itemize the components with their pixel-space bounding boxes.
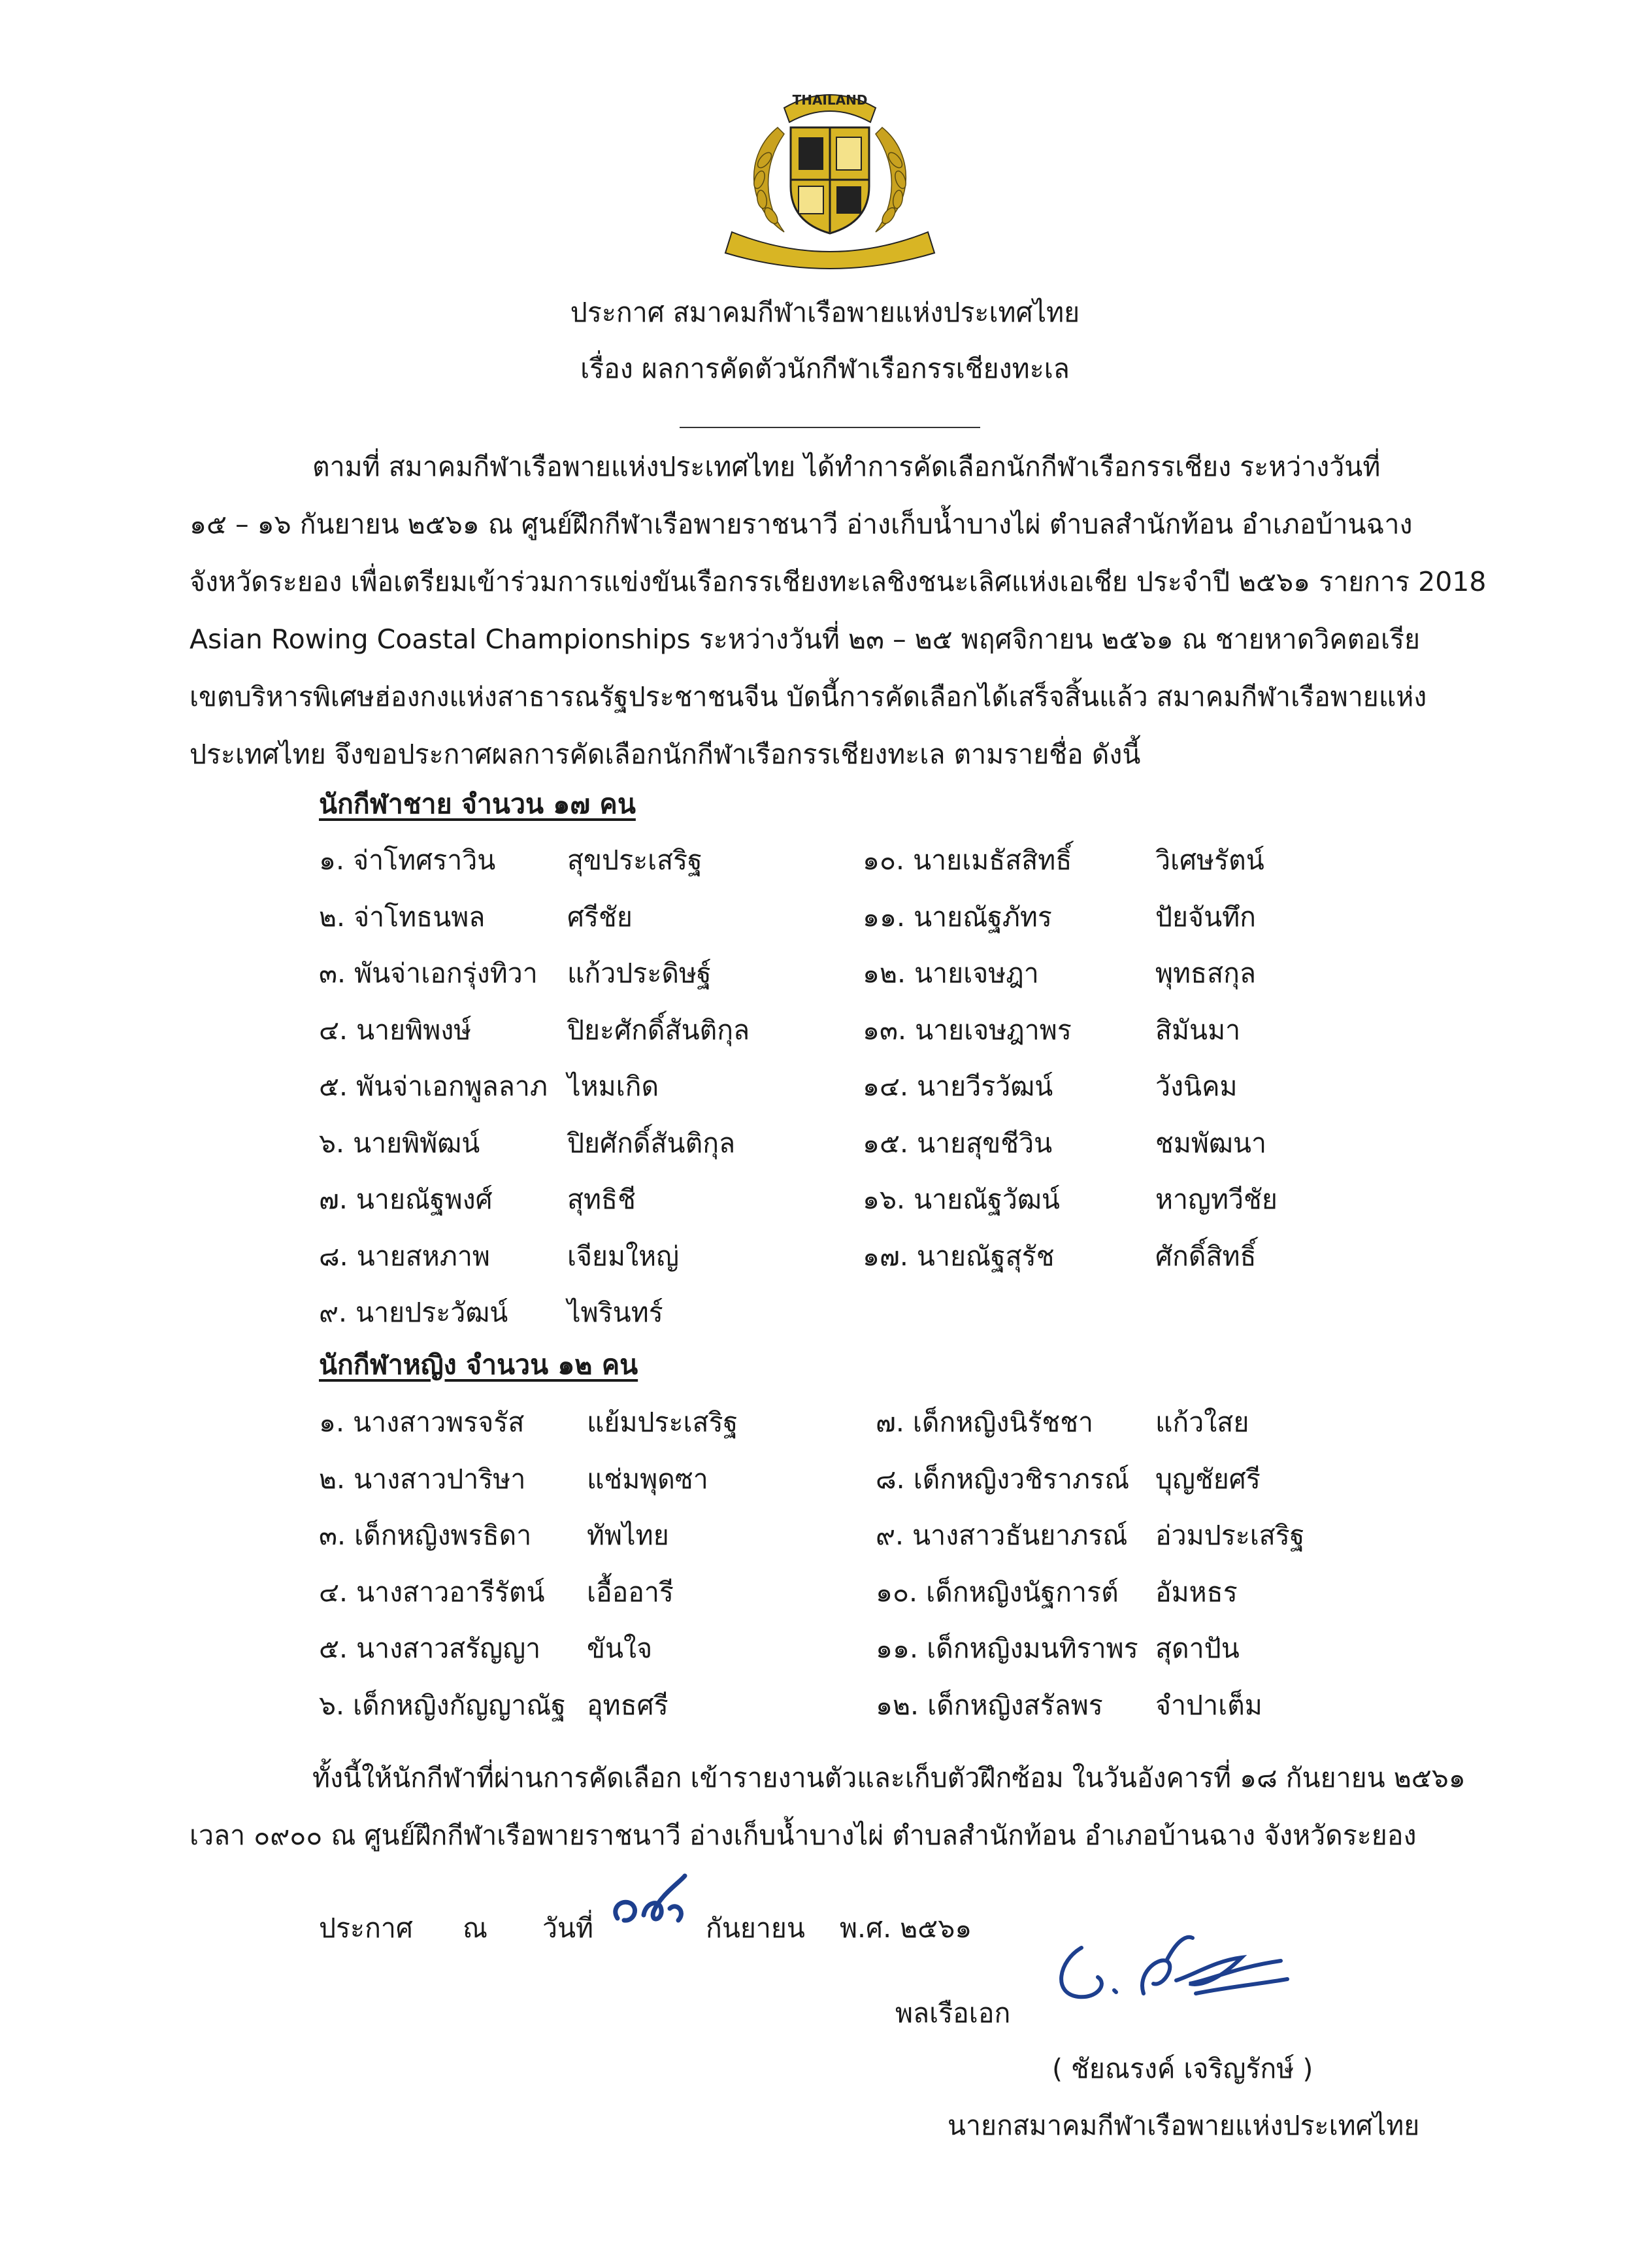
athlete-name: ๙. นายประวัฒน์ [319, 1297, 508, 1328]
athlete-surname: ทัพไทย [587, 1520, 669, 1551]
signature-mark [1046, 1922, 1294, 2020]
para-line: ประเทศไทย จึงขอประกาศผลการคัดเลือกนักกีฬาเรือกรรเชียงทะเล ตามรายชื่อ ดังนี้ [190, 739, 1141, 770]
para-line: จังหวัดระยอง เพื่อเตรียมเข้าร่วมการแข่งขันเรือกรรเชียงทะเลชิงชนะเลิศแห่งเอเชีย ประจำปี ๒๕๖๑ รายการ 2018 [190, 566, 1487, 597]
date-year: พ.ศ. ๒๕๖๑ [840, 1912, 972, 1944]
athlete-name: ๑๕. นายสุขชีวิน [863, 1127, 1053, 1159]
women-heading: นักกีฬาหญิง จำนวน ๑๒ คน [319, 1349, 638, 1380]
athlete-name: ๓. เด็กหญิงพรธิดา [319, 1520, 532, 1551]
athlete-name: ๑๑. นายณัฐภัทร [863, 901, 1052, 933]
date-at: ณ [463, 1912, 488, 1944]
athlete-surname: พุทธสกุล [1155, 958, 1257, 989]
athlete-name: ๑๖. นายณัฐวัฒน์ [863, 1184, 1060, 1215]
athlete-name: ๗. เด็กหญิงนิรัชชา [876, 1407, 1094, 1438]
athlete-surname: อุทธศรี [587, 1689, 668, 1721]
para-line: ๑๕ – ๑๖ กันยายน ๒๕๖๑ ณ ศูนย์ฝึกกีฬาเรือพายราชนาวี อ่างเก็บน้ำบางไผ่ ตำบลสำนักท้อน อำเภอบ้านฉาง [190, 509, 1413, 540]
date-month: กันยายน [706, 1912, 805, 1944]
athlete-surname: วิเศษรัตน์ [1155, 844, 1264, 876]
athlete-surname: ไพรินทร์ [567, 1297, 663, 1328]
athlete-surname: แก้วประดิษฐ์ [567, 958, 712, 989]
athlete-name: ๕. พันจ่าเอกพูลลาภ [319, 1071, 548, 1102]
athlete-surname: ขันใจ [587, 1633, 653, 1664]
para-line: Asian Rowing Coastal Championships ระหว่างวันที่ ๒๓ – ๒๕ พฤศจิกายน ๒๕๖๑ ณ ชายหาดวิคตอเรีย [190, 624, 1421, 655]
athlete-surname: บุญชัยศรี [1155, 1463, 1261, 1495]
athlete-surname: ปิยศักดิ์สันติกุล [567, 1127, 736, 1159]
athlete-surname: แช่มพุดซา [587, 1463, 708, 1495]
athlete-surname: ศรีชัย [567, 901, 633, 933]
signer-position: นายกสมาคมกีฬาเรือพายแห่งประเทศไทย [948, 2110, 1420, 2141]
athlete-name: ๔. นายพิพงษ์ [319, 1014, 472, 1046]
athlete-name: ๑๐. เด็กหญิงนัฐการต์ [876, 1576, 1119, 1608]
athlete-name: ๒. นางสาวปาริษา [319, 1463, 526, 1495]
athlete-name: ๔. นางสาวอารีรัตน์ [319, 1576, 545, 1608]
athlete-name: ๘. เด็กหญิงวชิราภรณ์ [876, 1463, 1130, 1495]
athlete-surname: แก้วใสย [1155, 1407, 1249, 1438]
para-line: ตามที่ สมาคมกีฬาเรือพายแห่งประเทศไทย ได้ทำการคัดเลือกนักกีฬาเรือกรรเชียง ระหว่างวันที่ [312, 451, 1381, 482]
athlete-name: ๘. นายสหภาพ [319, 1240, 490, 1272]
athlete-name: ๑๐. นายเมธัสสิทธิ์ [863, 844, 1072, 876]
athlete-name: ๑๒. เด็กหญิงสรัลพร [876, 1689, 1103, 1721]
athlete-name: ๑๒. นายเจษฎา [863, 958, 1039, 989]
signer-name: ( ชัยณรงค์ เจริญรักษ์ ) [1052, 2053, 1313, 2084]
para-line: เขตบริหารพิเศษฮ่องกงแห่งสาธารณรัฐประชาชนจีน บัดนี้การคัดเลือกได้เสร็จสิ้นแล้ว สมาคมกีฬาเรือพายแห่ง [190, 681, 1427, 712]
announcement-subject: เรื่อง ผลการคัดตัวนักกีฬาเรือกรรเชียงทะเล [580, 353, 1070, 384]
announcement-title: ประกาศ สมาคมกีฬาเรือพายแห่งประเทศไทย [570, 297, 1080, 328]
signer-rank: พลเรือเอก [895, 1997, 1011, 2029]
men-heading: นักกีฬาชาย จำนวน ๑๗ คน [319, 788, 636, 820]
association-logo [719, 82, 941, 271]
athlete-surname: หาญทวีชัย [1155, 1184, 1278, 1215]
athlete-name: ๑๗. นายณัฐสุรัช [863, 1240, 1055, 1272]
athlete-name: ๗. นายณัฐพงศ์ [319, 1184, 493, 1215]
athlete-surname: ชมพัฒนา [1155, 1127, 1266, 1159]
athlete-name: ๒. จ่าโทธนพล [319, 901, 486, 933]
athlete-surname: ปิยะศักดิ์สันติกุล [567, 1014, 750, 1046]
athlete-surname: สุดาปัน [1155, 1633, 1240, 1664]
athlete-name: ๖. เด็กหญิงกัญญาณัฐ [319, 1689, 566, 1721]
closing-line: เวลา ๐๙๐๐ ณ ศูนย์ฝึกกีฬาเรือพายราชนาวี อ่างเก็บน้ำบางไผ่ ตำบลสำนักท้อน อำเภอบ้านฉาง จังหวัดระยอง [190, 1820, 1417, 1851]
athlete-name: ๑๔. นายวีรวัฒน์ [863, 1071, 1053, 1102]
athlete-name: ๖. นายพิพัฒน์ [319, 1127, 480, 1159]
logo-banner-text: THAILAND [792, 92, 868, 108]
athlete-surname: ศักดิ์สิทธิ์ [1155, 1240, 1257, 1272]
athlete-name: ๑. นางสาวพรจรัส [319, 1407, 525, 1438]
athlete-name: ๑๓. นายเจษฎาพร [863, 1014, 1072, 1046]
athlete-surname: จำปาเต็ม [1155, 1689, 1262, 1721]
athlete-surname: อัมหธร [1155, 1576, 1238, 1608]
athlete-surname: สุขประเสริฐ [567, 844, 702, 876]
athlete-surname: ไหมเกิด [567, 1071, 659, 1102]
date-day-label: วันที่ [542, 1912, 594, 1944]
athlete-name: ๑๑. เด็กหญิงมนทิราพร [876, 1633, 1138, 1664]
athlete-name: ๑. จ่าโทศราวิน [319, 844, 496, 876]
athlete-surname: วังนิคม [1155, 1071, 1238, 1102]
date-announce: ประกาศ [319, 1912, 413, 1944]
athlete-surname: ปัยจันทึก [1155, 901, 1256, 933]
athlete-name: ๙. นางสาวธันยาภรณ์ [876, 1520, 1128, 1551]
athlete-surname: เอื้ออารี [587, 1576, 674, 1608]
athlete-name: ๓. พันจ่าเอกรุ่งทิวา [319, 958, 538, 989]
athlete-surname: อ่วมประเสริฐ [1155, 1520, 1305, 1551]
header-divider [680, 427, 980, 428]
handwritten-day [608, 1863, 699, 1935]
athlete-surname: เจียมใหญ่ [567, 1240, 680, 1272]
closing-line: ทั้งนี้ให้นักกีฬาที่ผ่านการคัดเลือก เข้ารายงานตัวและเก็บตัวฝึกซ้อม ในวันอังคารที่ ๑๘ กันยายน ๒๕๖๑ [312, 1762, 1466, 1793]
athlete-surname: สุทธิชี [567, 1184, 636, 1215]
athlete-surname: สิมันมา [1155, 1014, 1241, 1046]
athlete-surname: แย้มประเสริฐ [587, 1407, 738, 1438]
athlete-name: ๕. นางสาวสรัญญา [319, 1633, 541, 1664]
